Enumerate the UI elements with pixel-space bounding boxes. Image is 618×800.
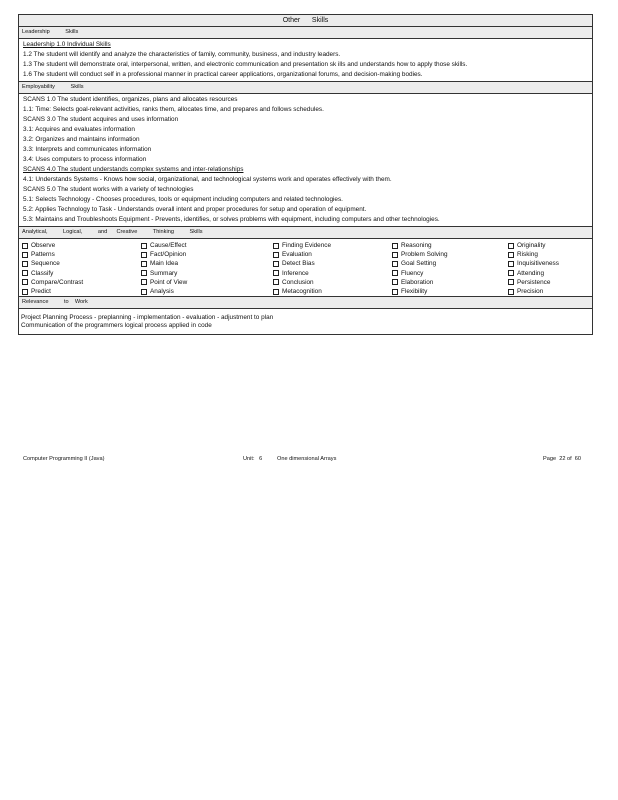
leadership-section (19, 39, 592, 81)
checklist-column (22, 241, 141, 296)
checklist-item (141, 269, 273, 278)
employability-header: Employability Skills (19, 81, 592, 94)
checkbox-label: Goal Setting (401, 260, 437, 268)
scans-heading: SCANS 5.0 The student works with a variety of technologies (23, 186, 194, 193)
checklist-item (508, 287, 593, 296)
checkbox-label: Risking (517, 251, 538, 259)
checkbox[interactable] (141, 261, 147, 267)
checklist-item (508, 269, 593, 278)
checkbox[interactable] (273, 279, 279, 285)
checkbox-label: Attending (517, 269, 545, 277)
footer-unit: Unit: 6 (243, 456, 263, 462)
checklist-item (22, 287, 141, 296)
checklist-item (22, 278, 141, 287)
scans-heading: SCANS 4.0 The student understands complex systems and inter-relationships (23, 166, 244, 173)
relevance-item: Communication of the programmers logical process applied in code (21, 322, 212, 330)
checkbox[interactable] (508, 261, 514, 267)
checkbox-label: Classify (31, 269, 54, 277)
checkbox-label: Inference (282, 269, 309, 277)
checklist-item (273, 241, 392, 250)
scans-item: 3.1: Acquires and evaluates information (23, 126, 135, 133)
relevance-item: Project Planning Process - preplanning - implementation - evaluation - adjustment to plan (21, 314, 274, 322)
checkbox-label: Inquisitiveness (517, 260, 559, 268)
scans-heading: SCANS 1.0 The student identifies, organizes, plans and allocates resources (23, 96, 238, 103)
checklist-item (22, 241, 141, 250)
checkbox[interactable] (508, 289, 514, 295)
checklist-column (273, 241, 392, 296)
checkbox-label: Problem Solving (401, 251, 448, 259)
thinking-skills-checklist (19, 239, 592, 296)
checkbox-label: Predict (31, 288, 51, 296)
checklist-item (273, 278, 392, 287)
scans-item: 3.3: Interprets and communicates information (23, 146, 152, 153)
checklist-item (508, 241, 593, 250)
checkbox-label: Finding Evidence (282, 242, 332, 250)
page-footer (23, 454, 593, 464)
checkbox[interactable] (508, 252, 514, 258)
scans-item: 5.1: Selects Technology - Chooses procedures, tools or equipment including computers and related technologies. (23, 196, 343, 203)
checklist-item (141, 259, 273, 268)
checkbox-label: Main Idea (150, 260, 179, 268)
checklist-item (22, 259, 141, 268)
checklist-item (22, 269, 141, 278)
checklist-item (392, 259, 508, 268)
checklist-item (508, 259, 593, 268)
checklist-item (392, 269, 508, 278)
analytical-header: Analytical, Logical, and Creative Thinking Skills (19, 226, 592, 239)
checkbox-label: Patterns (31, 251, 55, 259)
checklist-item (392, 241, 508, 250)
checkbox-label: Evaluation (282, 251, 312, 259)
scans-item: 3.4: Uses computers to process information (23, 156, 147, 163)
checkbox-label: Cause/Effect (150, 242, 187, 250)
leadership-item: 1.6 The student will conduct self in a professional manner in practical career applications, organizational forums, and decision-making bodies. (23, 71, 423, 78)
scans-heading: SCANS 3.0 The student acquires and uses information (23, 116, 179, 123)
relevance-header: Relevance to Work (19, 296, 592, 309)
checkbox[interactable] (22, 279, 28, 285)
checklist-column (141, 241, 273, 296)
checkbox[interactable] (273, 270, 279, 276)
checkbox[interactable] (22, 289, 28, 295)
checkbox[interactable] (273, 261, 279, 267)
checkbox[interactable] (273, 243, 279, 249)
checklist-item (273, 269, 392, 278)
checkbox[interactable] (392, 279, 398, 285)
checkbox[interactable] (141, 289, 147, 295)
document-table (18, 14, 593, 335)
checklist-item (508, 250, 593, 259)
checkbox[interactable] (508, 279, 514, 285)
checkbox-label: Fact/Opinion (150, 251, 187, 259)
checkbox[interactable] (392, 289, 398, 295)
checkbox-label: Originality (517, 242, 546, 250)
checklist-item (273, 250, 392, 259)
checklist-item (141, 278, 273, 287)
leadership-subheading: Leadership 1.0 Individual Skills (23, 41, 111, 48)
page-title: Other Skills (19, 15, 592, 27)
checklist-item (392, 250, 508, 259)
checkbox-label: Flexibility (401, 288, 428, 296)
checkbox-label: Fluency (401, 269, 424, 277)
checkbox[interactable] (392, 270, 398, 276)
checkbox[interactable] (22, 243, 28, 249)
checkbox[interactable] (392, 252, 398, 258)
checkbox-label: Point of View (150, 278, 188, 286)
scans-item: 5.2: Applies Technology to Task - Understands overall intent and proper procedures for setup and operation of equipment. (23, 206, 367, 213)
footer-page-number: Page 22 of 60 (543, 456, 581, 462)
checkbox[interactable] (273, 252, 279, 258)
checkbox-label: Sequence (31, 260, 60, 268)
checklist-item (392, 278, 508, 287)
scans-item: 5.3: Maintains and Troubleshoots Equipment - Prevents, identifies, or solves problems with equipment, including computers and other technologies. (23, 216, 440, 223)
checkbox[interactable] (22, 252, 28, 258)
checklist-item (22, 250, 141, 259)
checkbox[interactable] (392, 261, 398, 267)
checkbox[interactable] (392, 243, 398, 249)
checkbox-label: Persistence (517, 278, 551, 286)
footer-topic: One dimensional Arrays (277, 456, 337, 462)
scans-item: 3.2: Organizes and maintains information (23, 136, 140, 143)
checkbox[interactable] (22, 261, 28, 267)
scans-item: 1.1: Time: Selects goal-relevant activities, ranks them, allocates time, and prepares and follows schedules. (23, 106, 324, 113)
checkbox-label: Compare/Contrast (31, 278, 84, 286)
checkbox-label: Elaboration (401, 278, 434, 286)
checkbox[interactable] (508, 243, 514, 249)
checkbox[interactable] (141, 252, 147, 258)
checklist-item (141, 241, 273, 250)
checklist-item (141, 287, 273, 296)
checklist-item (273, 259, 392, 268)
checkbox-label: Observe (31, 242, 56, 250)
checkbox-label: Reasoning (401, 242, 432, 250)
checkbox[interactable] (141, 270, 147, 276)
checkbox-label: Precision (517, 288, 544, 296)
relevance-section (19, 309, 592, 335)
checkbox[interactable] (508, 270, 514, 276)
checkbox[interactable] (141, 279, 147, 285)
leadership-header: Leadership Skills (19, 27, 592, 39)
checkbox-label: Detect Bias (282, 260, 315, 268)
checklist-column (392, 241, 508, 296)
employability-section (19, 94, 592, 226)
checkbox-label: Analysis (150, 288, 174, 296)
checkbox[interactable] (273, 289, 279, 295)
checkbox-label: Summary (150, 269, 178, 277)
checklist-item (508, 278, 593, 287)
leadership-item: 1.3 The student will demonstrate oral, interpersonal, written, and electronic communication and presentation sk ills and understands how to apply those skills. (23, 61, 468, 68)
checklist-item (141, 250, 273, 259)
checkbox-label: Metacognition (282, 288, 322, 296)
leadership-item: 1.2 The student will identify and analyze the characteristics of family, community, business, and industry leaders. (23, 51, 341, 58)
checkbox[interactable] (22, 270, 28, 276)
checklist-item (392, 287, 508, 296)
checklist-column (508, 241, 593, 296)
scans-item: 4.1: Understands Systems - Knows how social, organizational, and technological systems work and operates effectively with them. (23, 176, 392, 183)
footer-course: Computer Programming II (Java) (23, 456, 105, 462)
checkbox-label: Conclusion (282, 278, 314, 286)
checklist-item (273, 287, 392, 296)
checkbox[interactable] (141, 243, 147, 249)
